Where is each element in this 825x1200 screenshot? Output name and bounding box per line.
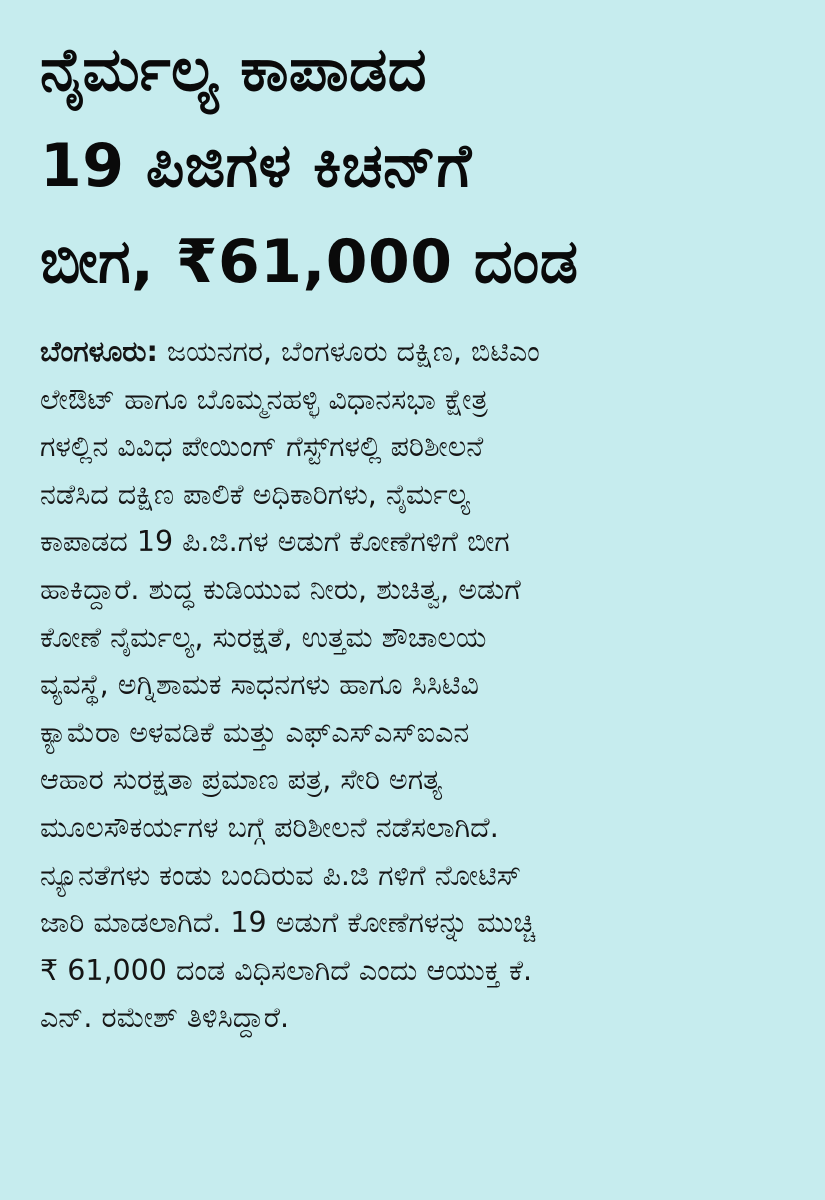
article-body xyxy=(40,328,795,1042)
article-line: ಲೇಔಟ್ ಹಾಗೂ ಬೊಮ್ಮನಹಳ್ಳಿ ವಿಧಾನಸಭಾ ಕ್ಷೇತ್ರ xyxy=(40,382,488,416)
article-line: ಎನ್. ರಮೇಶ್ ತಿಳಿಸಿದ್ದಾರೆ. xyxy=(40,1001,290,1035)
dateline: ಬೆಂಗಳೂರು: xyxy=(40,335,158,368)
article-line: ಹಾಕಿದ್ದಾರೆ. ಶುದ್ಧ ಕುಡಿಯುವ ನೀರು, ಶುಚಿತ್ವ, ಅಡುಗೆ xyxy=(40,572,521,606)
article-line: ನ್ಯೂನತೆಗಳು ಕಂಡು ಬಂದಿರುವ ಪಿ.ಜಿ ಗಳಿಗೆ ನೋಟಿಸ್ xyxy=(40,858,522,892)
article-line: ಕ್ಯಾಮೆರಾ ಅಳವಡಿಕೆ ಮತ್ತು ಎಫ್‌ಎಸ್‌ಎಸ್‌ಐಎನ xyxy=(40,715,470,749)
article-line: ಕೋಣೆ ನೈರ್ಮಲ್ಯ, ಸುರಕ್ಷತೆ, ಉತ್ತಮ ಶೌಚಾಲಯ xyxy=(40,620,487,654)
article-line xyxy=(40,328,795,376)
article-line: ಕಾಪಾಡದ 19 ಪಿ.ಜಿ.ಗಳ ಅಡುಗೆ ಕೋಣೆಗಳಿಗೆ ಬೀಗ xyxy=(40,525,510,559)
article-line: ಗಳಲ್ಲಿನ ವಿವಿಧ ಪೇಯಿಂಗ್ ಗೆಸ್ಟ್‌ಗಳಲ್ಲಿ ಪರಿಶೀಲನೆ xyxy=(40,430,484,464)
article-line: ₹ 61,000 ದಂಡ ವಿಧಿಸಲಾಗಿದೆ ಎಂದು ಆಯುಕ್ತ ಕೆ. xyxy=(40,953,533,987)
article-line: ಮೂಲಸೌಕರ್ಯಗಳ ಬಗ್ಗೆ ಪರಿಶೀಲನೆ ನಡೆಸಲಾಗಿದೆ. xyxy=(40,810,499,844)
headline-line-3: ಬೀಗ, ₹61,000 ದಂಡ xyxy=(40,227,579,297)
article-line-text: ಜಯನಗರ, ಬೆಂಗಳೂರು ದಕ್ಷಿಣ, ಬಿಟಿಎಂ xyxy=(157,335,540,368)
article-line: ವ್ಯವಸ್ಥೆ, ಅಗ್ನಿಶಾಮಕ ಸಾಧನಗಳು ಹಾಗೂ ಸಿಸಿಟಿವಿ xyxy=(40,668,479,702)
headline-line-1: ನೈರ್ಮಲ್ಯ ಕಾಪಾಡದ xyxy=(40,35,427,105)
headline xyxy=(40,22,795,310)
article-line: ನಡೆಸಿದ ದಕ್ಷಿಣ ಪಾಲಿಕೆ ಅಧಿಕಾರಿಗಳು, ನೈರ್ಮಲ್ಯ xyxy=(40,477,471,511)
article-line: ಜಾರಿ ಮಾಡಲಾಗಿದೆ. 19 ಅಡುಗೆ ಕೋಣೆಗಳನ್ನು ಮುಚ್ಚಿ xyxy=(40,906,536,940)
headline-line-2: 19 ಪಿಜಿಗಳ ಕಿಚನ್‌ಗೆ xyxy=(40,131,472,201)
article-line: ಆಹಾರ ಸುರಕ್ಷತಾ ಪ್ರಮಾಣ ಪತ್ರ, ಸೇರಿ ಅಗತ್ಯ xyxy=(40,763,443,797)
